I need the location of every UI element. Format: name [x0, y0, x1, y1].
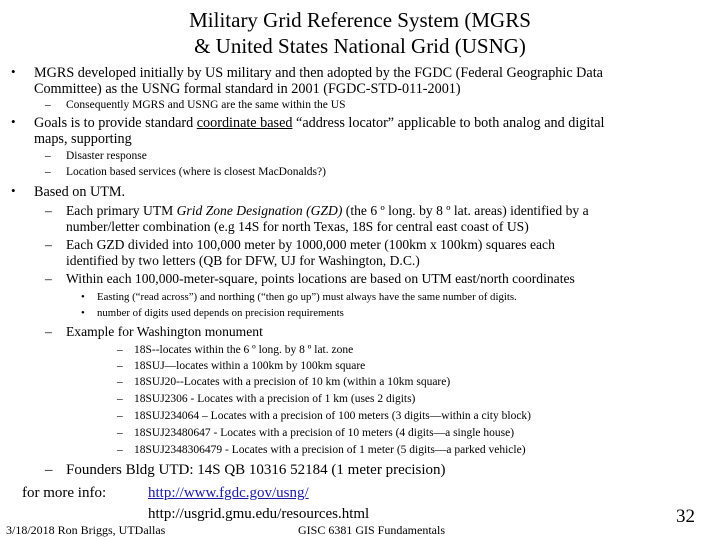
dash-marker: – — [117, 444, 123, 456]
dash-marker: – — [45, 99, 51, 111]
example-item: 18SUJ20--Locates with a precision of 10 km (within a 10km square) — [134, 376, 451, 388]
example-heading: Example for Washington monument — [66, 324, 263, 339]
example-item: 18SUJ234064 – Locates with a precision of 100 meters (3 digits—within a city block) — [134, 410, 532, 422]
bullet-2-line-2: maps, supporting — [34, 131, 132, 147]
founders-line: Founders Bldg UTD: 14S QB 10316 52184 (1 meter precision) — [66, 462, 446, 478]
page-number: 32 — [676, 506, 695, 527]
bullet-2-line-1 — [34, 115, 604, 131]
slide-title-line-2: & United States National Grid (USNG) — [194, 34, 526, 58]
bullet-marker: • — [11, 114, 16, 129]
dash-marker: – — [45, 462, 53, 478]
digits-note-2: number of digits used depends on precision requirements — [97, 307, 344, 319]
bullet-1-line-2: Committee) as the USNG formal standard in 2001 (FGDC-STD-011-2001) — [34, 81, 461, 97]
dash-marker: – — [45, 324, 52, 339]
bullet-2-text: “address locator” applicable to both analog and digital — [292, 115, 605, 131]
example-item: 18SUJ2306 - Locates with a precision of 1 km (uses 2 digits) — [134, 393, 416, 405]
dash-marker: – — [45, 150, 51, 162]
bullet-2-sub-1: Disaster response — [66, 150, 147, 162]
square-line-1: Each GZD divided into 100,000 meter by 1000,000 meter (100km x 100km) squares each — [66, 237, 555, 252]
small-bullet-marker: • — [81, 307, 85, 319]
dash-marker: – — [45, 203, 52, 218]
dash-marker: – — [117, 410, 123, 422]
gzd-text: Each primary UTM — [66, 203, 177, 218]
example-item: 18S--locates within the 6 º long. by 8 º lat. zone — [134, 344, 354, 356]
dash-marker: – — [117, 376, 123, 388]
example-item: 18SUJ2348306479 - Locates with a precision of 1 meter (5 digits—a parked vehicle) — [134, 444, 526, 456]
bullet-2-text: Goals is to provide standard — [34, 115, 197, 131]
usgrid-resources-link[interactable]: http://usgrid.gmu.edu/resources.html — [148, 506, 370, 522]
dash-marker: – — [117, 360, 123, 372]
gzd-line-1 — [66, 203, 589, 219]
footer-course: GISC 6381 GIS Fundamentals — [298, 523, 445, 537]
coordinates-line: Within each 100,000-meter-square, points locations are based on UTM east/north coordinates — [66, 271, 575, 286]
gzd-term: Grid Zone Designation (GZD) — [176, 203, 343, 218]
coordinate-based-underlined: coordinate based — [196, 115, 293, 131]
bullet-1-line-1: MGRS developed initially by US military and then adopted by the FGDC (Federal Geographic Data — [34, 65, 603, 81]
bullet-1-sub-1: Consequently MGRS and USNG are the same within the US — [66, 99, 346, 111]
dash-marker: – — [45, 237, 52, 252]
gzd-text: (the 6 º long. by 8 º lat. areas) identified by a — [342, 203, 589, 218]
bullet-marker: • — [11, 183, 16, 198]
dash-marker: – — [117, 427, 123, 439]
dash-marker: – — [117, 344, 123, 356]
bullet-marker: • — [11, 64, 16, 79]
example-item: 18SUJ23480647 - Locates with a precision of 10 meters (4 digits—a single house) — [134, 427, 515, 439]
bullet-2-sub-2: Location based services (where is closest MacDonalds?) — [66, 166, 326, 178]
slide-title-line-1: Military Grid Reference System (MGRS — [189, 8, 531, 32]
small-bullet-marker: • — [81, 291, 85, 303]
bullet-3-line-1: Based on UTM. — [34, 184, 126, 200]
dash-marker: – — [45, 166, 51, 178]
gzd-line-2: number/letter combination (e.g 14S for north Texas, 18S for central east coast of US) — [66, 219, 529, 234]
square-line-2: identified by two letters (QB for DFW, UJ for Washington, D.C.) — [66, 253, 420, 268]
more-info-label: for more info: — [22, 485, 107, 501]
footer-date-author: 3/18/2018 Ron Briggs, UTDallas — [6, 523, 166, 537]
dash-marker: – — [45, 271, 52, 286]
example-item: 18SUJ—locates within a 100km by 100km square — [134, 360, 366, 372]
digits-note-1: Easting (“read across”) and northing (“then go up”) must always have the same number of digits. — [97, 291, 517, 303]
dash-marker: – — [117, 393, 123, 405]
fgdc-usng-link[interactable]: http://www.fgdc.gov/usng/ — [148, 485, 309, 501]
